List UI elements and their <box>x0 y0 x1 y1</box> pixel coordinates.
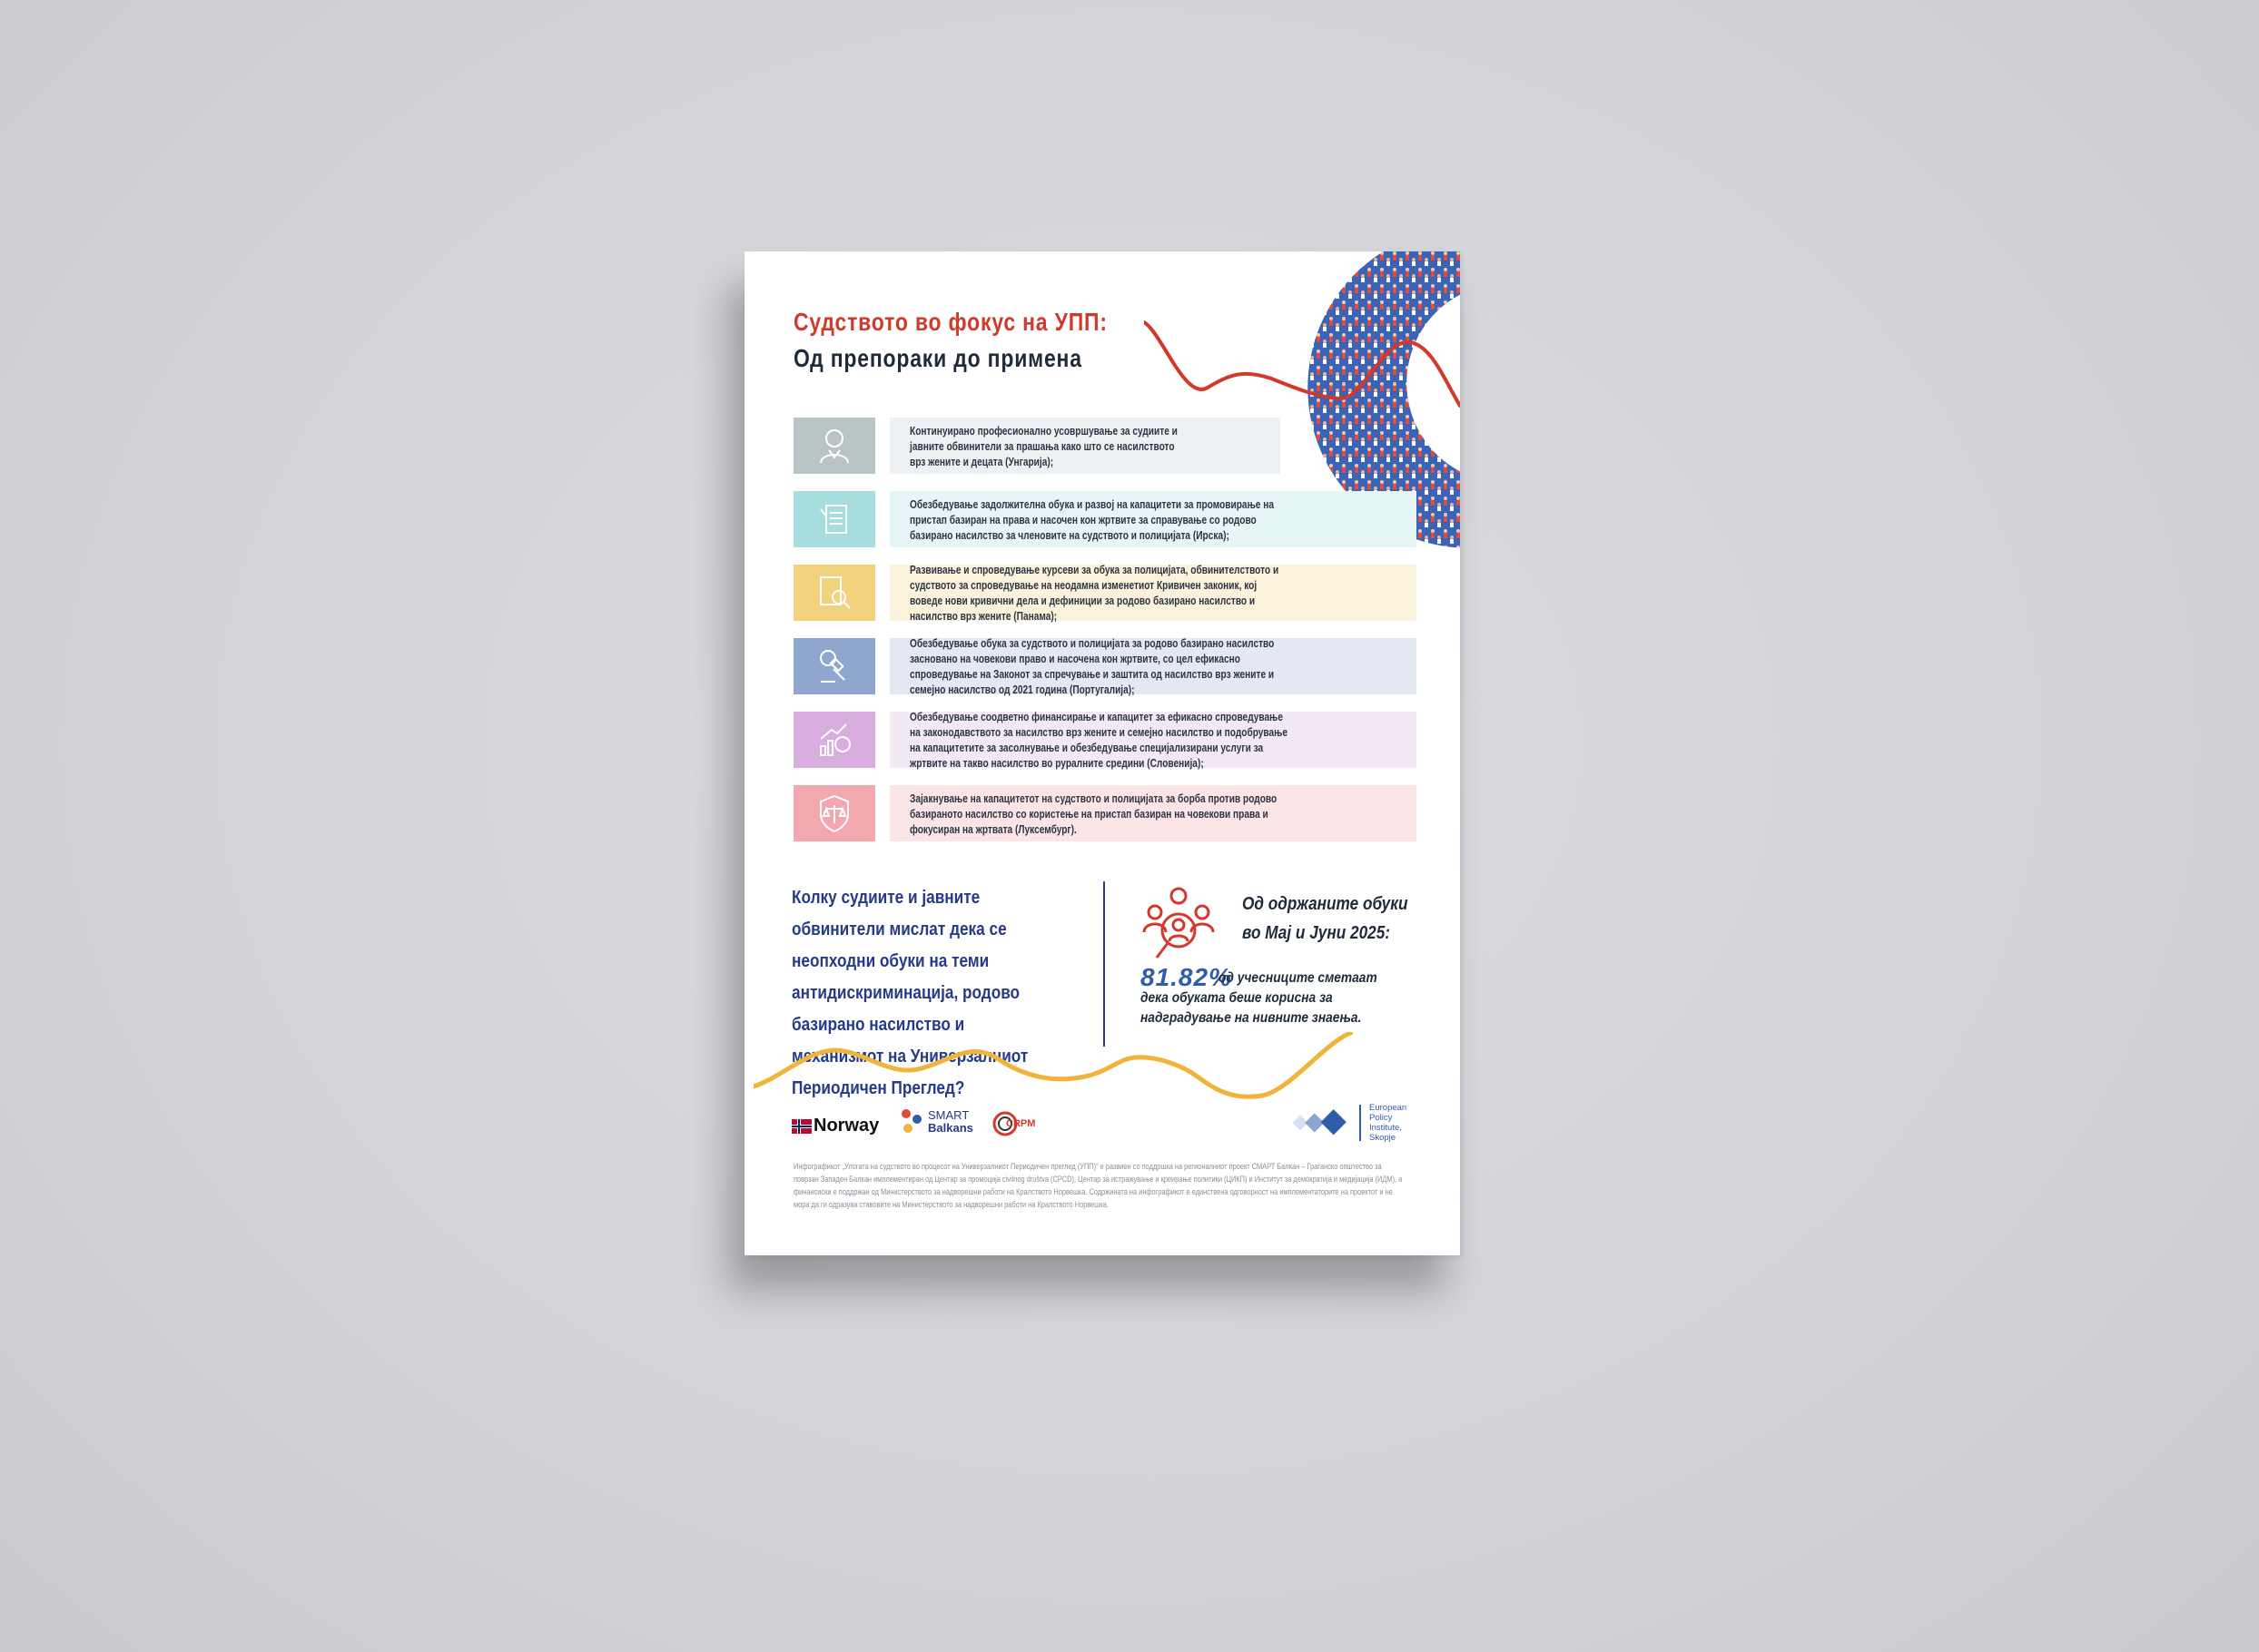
red-trend-line <box>1144 315 1460 424</box>
recommendation-row <box>794 565 1416 621</box>
yellow-wave-line <box>754 1032 1353 1105</box>
norway-label: Norway <box>814 1116 880 1136</box>
footnote-disclaimer: Инфографикот „Улогата на судството во процесот на Универзалниот Периодичен преглед (УПП)“ е развиен со поддршка на регионалниот проект СМАРТ Балкан – Граѓанско општество за поврзан Западен Балкан имплементиран од Центар за промоција civilnog društva (CPCD), Центар за истражување и креирање политики (ЦИКП) и Институт за демократија и медијација (ИДМ), а финансиски е поддржан од Министерството за надворешни работи на Кралството Норвешка. Содржината на инфографикот е единствена одговорност на имплементаторите на проектот и не мора да ги одразува ставовите на Министерството за надворешни работи на Кралството Норвешка. <box>794 1162 1403 1210</box>
stat-heading: Од одржаните обуки во Мај и Јуни 2025: <box>1242 894 1408 943</box>
recommendation-row <box>794 418 1416 474</box>
norway-flag-icon <box>792 1119 812 1134</box>
recommendation-box <box>890 418 1280 474</box>
recommendation-row <box>794 785 1416 841</box>
smart-balkans-icon <box>899 1106 926 1137</box>
recommendation-text: Развивање и спроведување курсеви за обука за полицијата, обвинителството и судството за спроведување на неодамна изменетиот Кривичен законик, кој воведе нови кривични дела и дефиниции за родово базирано насилство и насилство врз жените (Панама); <box>910 563 1279 623</box>
vertical-divider <box>1103 881 1105 1047</box>
recommendation-text: Обезбедување задолжителна обука и развој на капацитети за промовирање на пристап базиран на права и насочен кон жртвите за справување со родово базирано насилство за членовите на судството и полицијата (Ирска); <box>910 497 1274 542</box>
recommendation-box <box>890 638 1416 694</box>
recommendation-box <box>890 565 1416 621</box>
epi-line-4: Skopje <box>1369 1133 1396 1143</box>
stat-description: од учесниците сметаат дека обуката беше корисна за надградување на нивните знаења. <box>1140 970 1377 1026</box>
epi-line-2: Policy <box>1369 1113 1393 1123</box>
smart-label: SMART <box>928 1108 970 1122</box>
recommendation-box <box>890 491 1416 547</box>
recommendation-row <box>794 638 1416 694</box>
judge-icon <box>794 418 875 474</box>
recommendation-text: Обезбедување соодветно финансирање и капацитет за ефикасно спроведување на законодавството за насилство врз жените и семејно насилство и подобрување на капацитетите за засолнување и обезбедување специјализирани услуги за жртвите на такво насилство во руралните средини (Словенија); <box>910 710 1287 770</box>
epi-line-3: Institute, <box>1369 1123 1402 1133</box>
partner-logos <box>792 1103 1427 1157</box>
recommendation-text: Континуирано професионално усовршување за судиите и јавните обвинители за прашања како што се насилството врз жените и децата (Унгарија); <box>910 423 1178 468</box>
document-icon <box>794 491 875 547</box>
recommendation-box <box>890 785 1416 841</box>
title-line-2: Од препораки до примена <box>794 344 1082 372</box>
scales-shield-icon <box>794 785 875 841</box>
recommendation-row <box>794 712 1416 768</box>
crpm-label: CRPM <box>1006 1118 1036 1129</box>
balkans-label: Balkans <box>928 1121 973 1135</box>
epi-line-1: European <box>1369 1103 1407 1113</box>
chart-growth-icon <box>794 712 875 768</box>
survey-question: Колку судиите и јавните обвинители мислат дека се неопходни обуки на теми антидискриминација, родово базирано насилство и механизмот на Универзалниот Периодичен Преглед? <box>792 888 1029 1098</box>
gavel-icon <box>794 638 875 694</box>
infographic-sheet <box>745 251 1460 1255</box>
norway-logo <box>792 1116 879 1136</box>
stat-percent: 81.82% <box>1140 963 1232 991</box>
smart-balkans-logo <box>899 1106 973 1137</box>
crpm-logo <box>991 1110 1035 1137</box>
group-search-icon <box>1135 885 1226 965</box>
recommendation-text: Обезбедување обука за судството и полицијата за родово базирано насилство засновано на човекови право и насочена кон жртвите, со цел ефикасно спроведување на Законот за спречување и заштита од насилство врз жените и семејно насилство од 2021 година (Португалија); <box>910 636 1275 696</box>
recommendation-box <box>890 712 1416 768</box>
recommendation-text: Зајакнување на капацитетот на судството и полицијата за борба против родово базираното насилство со користење на пристап базиран на човекови права и фокусиран на жртвата (Луксембург). <box>910 791 1277 836</box>
epi-diamonds-icon <box>1289 1103 1366 1143</box>
search-document-icon <box>794 565 875 621</box>
epi-logo <box>1289 1103 1406 1143</box>
title-line-1: Судството во фокус на УПП: <box>794 308 1108 336</box>
recommendation-row <box>794 491 1416 547</box>
